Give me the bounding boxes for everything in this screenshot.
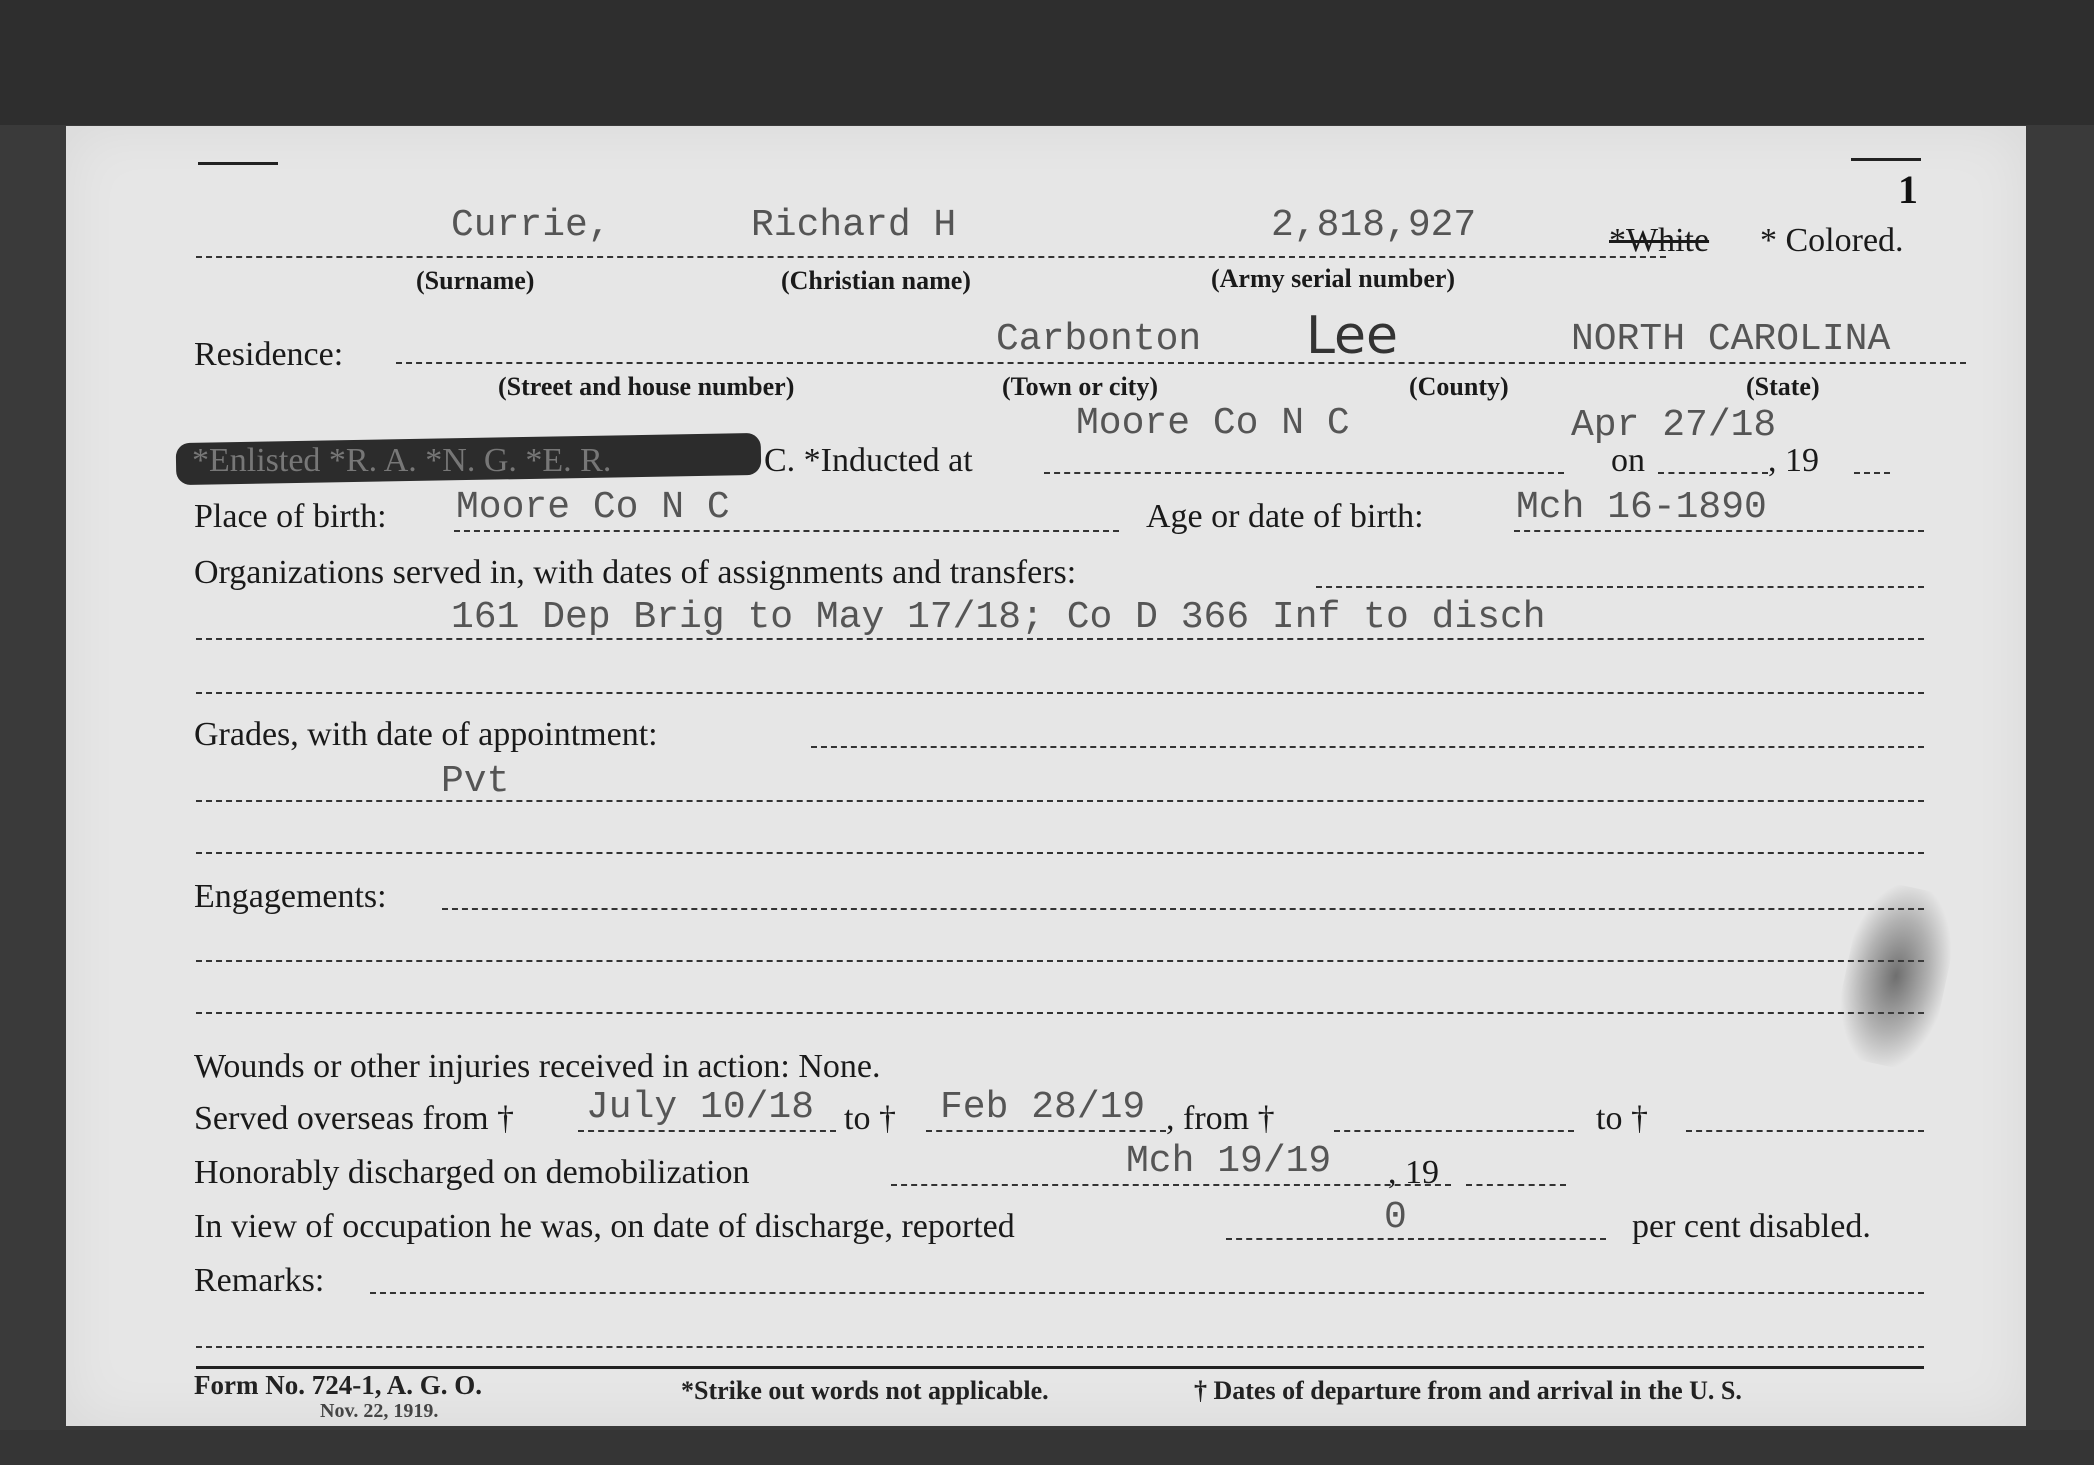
organizations-value: 161 Dep Brig to May 17/18; Co D 366 Inf to disch: [451, 596, 1546, 639]
remarks-line-1: [370, 1292, 1924, 1294]
disability-suffix: per cent disabled.: [1632, 1208, 1871, 1245]
top-left-rule: [198, 162, 278, 165]
christian-name-label: (Christian name): [781, 266, 971, 295]
place-of-birth-line: [454, 530, 1119, 532]
disability-label: In view of occupation he was, on date of discharge, reported: [194, 1208, 1015, 1245]
age-line: [1514, 530, 1924, 532]
overseas-from-line: [578, 1130, 836, 1132]
grades-label: Grades, with date of appointment:: [194, 716, 658, 753]
christian-name-value: Richard H: [751, 204, 957, 247]
served-overseas-label: Served overseas from †: [194, 1100, 515, 1137]
grades-line-1: [811, 746, 1924, 748]
race-colored: * Colored.: [1760, 222, 1904, 259]
residence-label: Residence:: [194, 336, 344, 373]
organizations-line-1: [1316, 586, 1924, 588]
county-handwritten: Lee: [1306, 306, 1399, 366]
state-value: NORTH CAROLINA: [1571, 318, 1891, 361]
grades-value: Pvt: [441, 760, 510, 803]
discharge-year-line: [1466, 1184, 1566, 1186]
discharge-value: Mch 19/19: [1126, 1140, 1332, 1183]
overseas-from2-line: [1334, 1130, 1574, 1132]
on-label: on: [1611, 442, 1645, 479]
organizations-line-3: [196, 692, 1924, 694]
name-line: [196, 256, 1666, 258]
overseas-to-label: to †: [844, 1100, 896, 1137]
year-line: [1854, 472, 1890, 474]
county-label: (County): [1409, 372, 1509, 401]
race-white-struck: *White: [1609, 222, 1710, 259]
discharge-year-label: , 19: [1388, 1154, 1439, 1191]
town-label: (Town or city): [1002, 372, 1158, 401]
overseas-from-value: July 10/18: [586, 1086, 815, 1129]
surname-label: (Surname): [416, 266, 535, 295]
top-right-rule: [1851, 158, 1921, 161]
engagements-line-2: [196, 960, 1924, 962]
discharge-label: Honorably discharged on demobilization: [194, 1154, 750, 1191]
town-value: Carbonton: [996, 318, 1202, 361]
discharge-line: [891, 1184, 1451, 1186]
surname-value: Currie,: [451, 204, 611, 247]
place-of-birth-label: Place of birth:: [194, 498, 387, 535]
age-value: Mch 16-1890: [1516, 486, 1767, 529]
inducted-place-line: [1044, 472, 1564, 474]
residence-line: [396, 362, 1966, 364]
street-label: (Street and house number): [498, 372, 795, 401]
dates-note: † Dates of departure from and arrival in the U. S.: [1194, 1376, 1742, 1405]
form-date: Nov. 22, 1919.: [320, 1400, 439, 1422]
enlisted-options-struck: *Enlisted *R. A. *N. G. *E. R.: [192, 442, 612, 479]
disability-value: 0: [1384, 1196, 1407, 1239]
card-number: 1: [1898, 167, 1918, 212]
service-record-card: [66, 126, 2026, 1426]
wounds-text: Wounds or other injuries received in action: None.: [194, 1048, 881, 1085]
inducted-at-label: C. *Inducted at: [764, 442, 973, 479]
inducted-date-value: Apr 27/18: [1571, 404, 1777, 447]
disability-line: [1226, 1238, 1606, 1240]
serial-number-label: (Army serial number): [1211, 264, 1456, 293]
age-label: Age or date of birth:: [1146, 498, 1424, 535]
overseas-to2-label: to †: [1596, 1100, 1648, 1137]
remarks-label: Remarks:: [194, 1262, 325, 1299]
engagements-line-1: [442, 908, 1924, 910]
engagements-label: Engagements:: [194, 878, 387, 915]
inducted-date-line: [1658, 472, 1768, 474]
inducted-place-value: Moore Co N C: [1076, 402, 1350, 445]
engagements-line-3: [196, 1012, 1924, 1014]
footer-rule: [196, 1366, 1924, 1369]
year-label: , 19: [1768, 442, 1819, 479]
overseas-to2-line: [1686, 1130, 1924, 1132]
overseas-to-value: Feb 28/19: [940, 1086, 1146, 1129]
overseas-from2-label: , from †: [1166, 1100, 1275, 1137]
place-of-birth-value: Moore Co N C: [456, 486, 730, 529]
serial-number-value: 2,818,927: [1271, 204, 1477, 247]
form-number: Form No. 724-1, A. G. O.: [194, 1370, 482, 1400]
scan-background-top: [0, 0, 2094, 125]
overseas-to-line: [926, 1130, 1166, 1132]
remarks-line-2: [196, 1346, 1924, 1348]
strike-note: *Strike out words not applicable.: [681, 1376, 1049, 1405]
scan-background-bottom: [0, 1430, 2094, 1465]
grades-line-2: [196, 800, 1924, 802]
organizations-line-2: [196, 638, 1924, 640]
state-label: (State): [1746, 372, 1820, 401]
organizations-label: Organizations served in, with dates of assignments and transfers:: [194, 554, 1077, 591]
grades-line-3: [196, 852, 1924, 854]
